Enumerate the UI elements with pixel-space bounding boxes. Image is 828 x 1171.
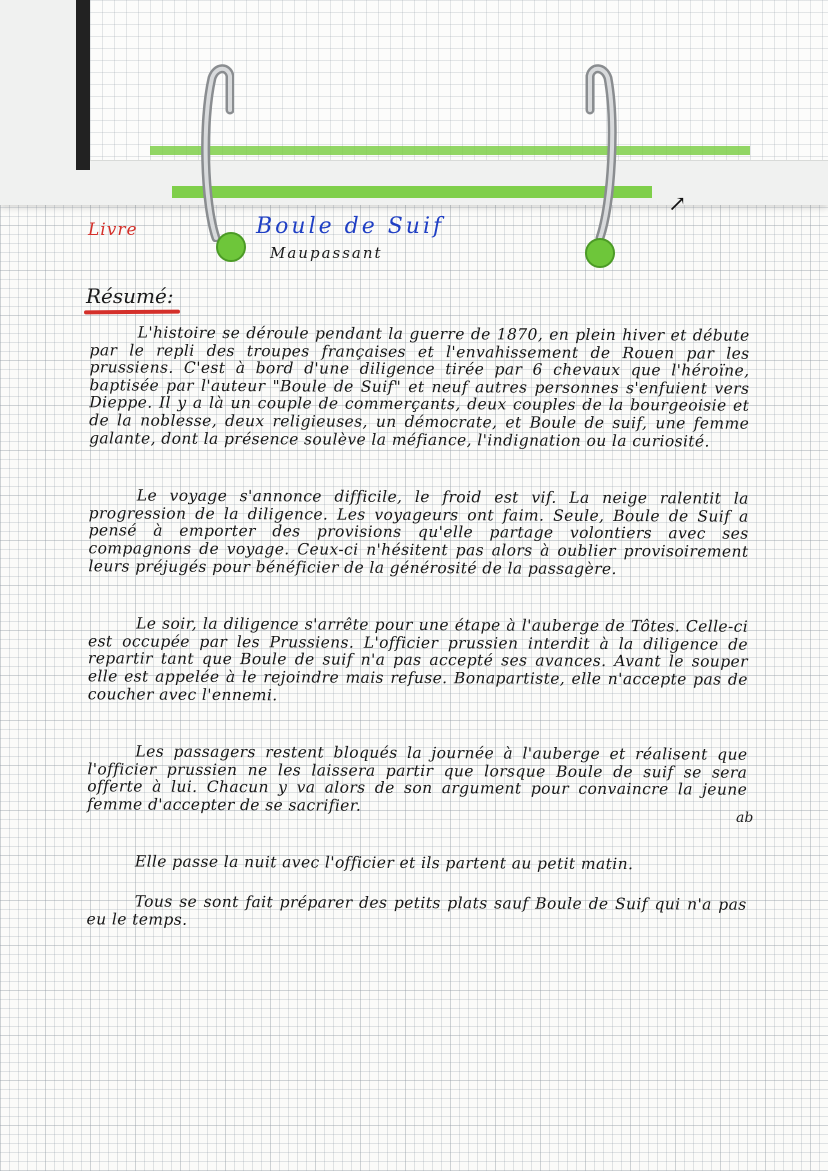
paragraph: L'histoire se déroule pendant la guerre de 1870, en plein hiver et débute par le repli des troupes françaises et l'envahissement de Rouen par les prussiens. C'est à bord d'une diligence tirée par 6 chevaux que l'héroïne, baptisée par l'auteur "Boule de Suif" et neuf autres personnes s'enfuient vers Dieppe. Il y a là un couple de commerçants, deux couples de la bourgeoisie et de la noblesse, deux religieuses, un démocrate, et Boule de suif, une femme galante, dont la présence soulève la méfiance, l'indignation ou la curiosité. <box>89 323 750 451</box>
summary-text <box>86 324 749 972</box>
heading-underline <box>84 310 180 315</box>
section-heading: Résumé: <box>86 284 174 308</box>
binder-edge <box>76 0 90 170</box>
binder-ring-right <box>582 62 618 242</box>
punch-hole-left <box>216 232 246 262</box>
book-title: Boule de Suif <box>256 214 445 239</box>
paragraph: Elle passe la nuit avec l'officier et ils partent au petit matin. <box>134 852 634 874</box>
paragraph: Le voyage s'annonce difficile, le froid est vif. La neige ralentit la progression de la diligence. Les voyageurs ont faim. Seule, Boule de Suif a pensé à emporter des provisions qu'elle partage volontiers avec ses compagnons de voyage. Ceux-ci n'hésitent pas alors à oublier provisoirement leurs préjugés pour bénéficier de la générosité de la passagère. <box>88 486 749 578</box>
paragraph: Tous se sont fait préparer des petits plats sauf Boule de Suif qui n'a pas eu le temps. <box>86 892 747 929</box>
paragraph: Les passagers restent bloqués la journée à l'auberge et réalisent que l'officier prussien ne les laissera partir que lorsque Boule de suif se sera offerte à lui. Chacun y va alors de son argument pour convaincre la jeune femme d'accepter de se sacrifier. <box>87 742 748 815</box>
punch-hole-right <box>585 238 615 268</box>
top-margin-mark: ↗ <box>668 192 687 217</box>
reinforcement-strip <box>172 186 652 198</box>
category-label: Livre <box>88 220 138 240</box>
binder-ring-left <box>198 62 234 242</box>
paragraph: Le soir, la diligence s'arrête pour une étape à l'auberge de Tôtes. Celle-ci est occupée par les Prussiens. L'officier prussien interdit à la diligence de repartir tant que Boule de suif n'a pas accepté ses avances. Avant le souper elle est appelée à le rejoindre mais refuse. Bonapartiste, elle n'accepte pas de coucher avec l'ennemi. <box>87 614 749 704</box>
binder-top <box>0 0 828 217</box>
book-author: Maupassant <box>270 244 383 262</box>
reinforcement-strip <box>150 146 750 155</box>
side-margin-mark: ab <box>736 810 754 826</box>
